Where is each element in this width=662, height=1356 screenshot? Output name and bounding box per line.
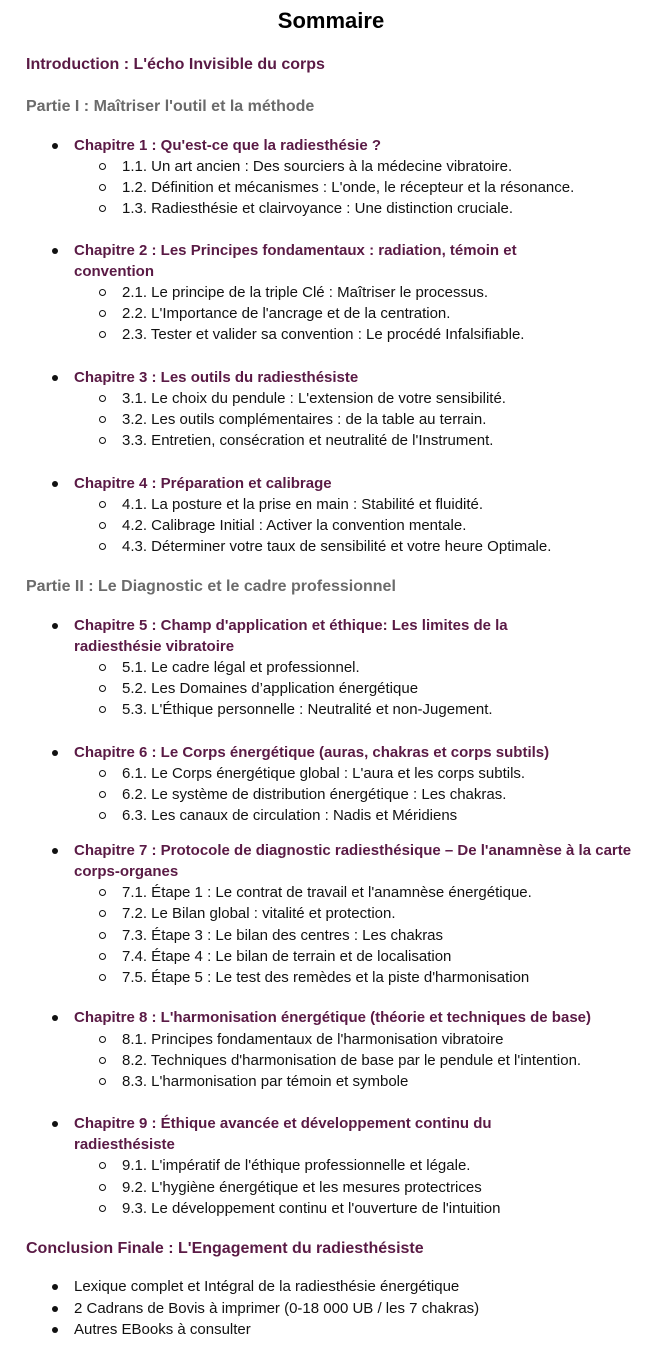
section-4-1: 4.1. La posture et la prise en main : Stabilité et fluidité. [122,496,484,513]
chapter-6-title: Chapitre 6 : Le Corps énergétique (auras, chakras et corps subtils) [74,742,644,763]
section-9-1: 9.1. L'impératif de l'éthique professionnelle et légale. [122,1157,471,1174]
section-3-3: 3.3. Entretien, consécration et neutralité de l'Instrument. [122,432,494,449]
chapter-2-title: Chapitre 2 : Les Principes fondamentaux : radiation, témoin et convention [74,240,564,282]
chapter-9-title: Chapitre 9 : Éthique avancée et développement continu du radiesthésiste [74,1113,544,1155]
section-1-3: 1.3. Radiesthésie et clairvoyance : Une distinction cruciale. [122,200,514,217]
chapter-1-title: Chapitre 1 : Qu'est-ce que la radiesthésie ? [74,135,644,156]
section-4-3: 4.3. Déterminer votre taux de sensibilité et votre heure Optimale. [122,538,552,555]
page-title: Sommaire [277,8,385,33]
section-6-1: 6.1. Le Corps énergétique global : L'aura et les corps subtils. [122,765,526,782]
section-7-5: 7.5. Étape 5 : Le test des remèdes et la piste d'harmonisation [122,969,530,986]
conclusion-heading: Conclusion Finale : L'Engagement du radiesthésiste [26,1240,424,1257]
chapter-4-title: Chapitre 4 : Préparation et calibrage [74,473,644,494]
section-6-3: 6.3. Les canaux de circulation : Nadis et Méridiens [122,807,458,824]
section-5-1: 5.1. Le cadre légal et professionnel. [122,659,360,676]
extra-item-cadrans: 2 Cadrans de Bovis à imprimer (0-18 000 UB / les 7 chakras) [74,1300,480,1317]
extra-item-ebooks: Autres EBooks à consulter [74,1321,251,1338]
chapter-3-title: Chapitre 3 : Les outils du radiesthésiste [74,367,644,388]
section-1-1: 1.1. Un art ancien : Des sourciers à la médecine vibratoire. [122,158,513,175]
section-8-3: 8.3. L'harmonisation par témoin et symbole [122,1073,409,1090]
section-3-1: 3.1. Le choix du pendule : L'extension de votre sensibilité. [122,390,506,407]
section-7-3: 7.3. Étape 3 : Le bilan des centres : Les chakras [122,927,444,944]
chapter-5-title: Chapitre 5 : Champ d'application et éthique: Les limites de la radiesthésie vibratoire [74,615,554,657]
section-6-2: 6.2. Le système de distribution énergétique : Les chakras. [122,786,507,803]
section-8-2: 8.2. Techniques d'harmonisation de base par le pendule et l'intention. [122,1052,582,1069]
section-9-3: 9.3. Le développement continu et l'ouverture de l'intuition [122,1200,501,1217]
section-1-2: 1.2. Définition et mécanismes : L'onde, le récepteur et la résonance. [122,179,575,196]
section-8-1: 8.1. Principes fondamentaux de l'harmonisation vibratoire [122,1031,504,1048]
section-7-2: 7.2. Le Bilan global : vitalité et protection. [122,905,396,922]
section-4-2: 4.2. Calibrage Initial : Activer la convention mentale. [122,517,467,534]
section-9-2: 9.2. L'hygiène énergétique et les mesures protectrices [122,1179,482,1196]
part-2-heading: Partie II : Le Diagnostic et le cadre professionnel [26,578,396,595]
section-2-3: 2.3. Tester et valider sa convention : Le procédé Infalsifiable. [122,326,525,343]
section-5-2: 5.2. Les Domaines d’application énergétique [122,680,419,697]
introduction-heading: Introduction : L'écho Invisible du corps [26,56,325,73]
section-7-1: 7.1. Étape 1 : Le contrat de travail et l'anamnèse énergétique. [122,884,532,901]
section-5-3: 5.3. L'Éthique personnelle : Neutralité et non-Jugement. [122,701,493,718]
chapter-7-title: Chapitre 7 : Protocole de diagnostic radiesthésique – De l'anamnèse à la carte corps-organes [74,840,644,882]
section-2-2: 2.2. L'Importance de l'ancrage et de la centration. [122,305,451,322]
extra-item-lexique: Lexique complet et Intégral de la radiesthésie énergétique [74,1278,460,1295]
section-7-4: 7.4. Étape 4 : Le bilan de terrain et de localisation [122,948,452,965]
section-2-1: 2.1. Le principe de la triple Clé : Maîtriser le processus. [122,284,488,301]
chapter-8-title: Chapitre 8 : L'harmonisation énergétique (théorie et techniques de base) [74,1007,644,1028]
part-1-heading: Partie I : Maîtriser l'outil et la méthode [26,98,315,115]
section-3-2: 3.2. Les outils complémentaires : de la table au terrain. [122,411,487,428]
